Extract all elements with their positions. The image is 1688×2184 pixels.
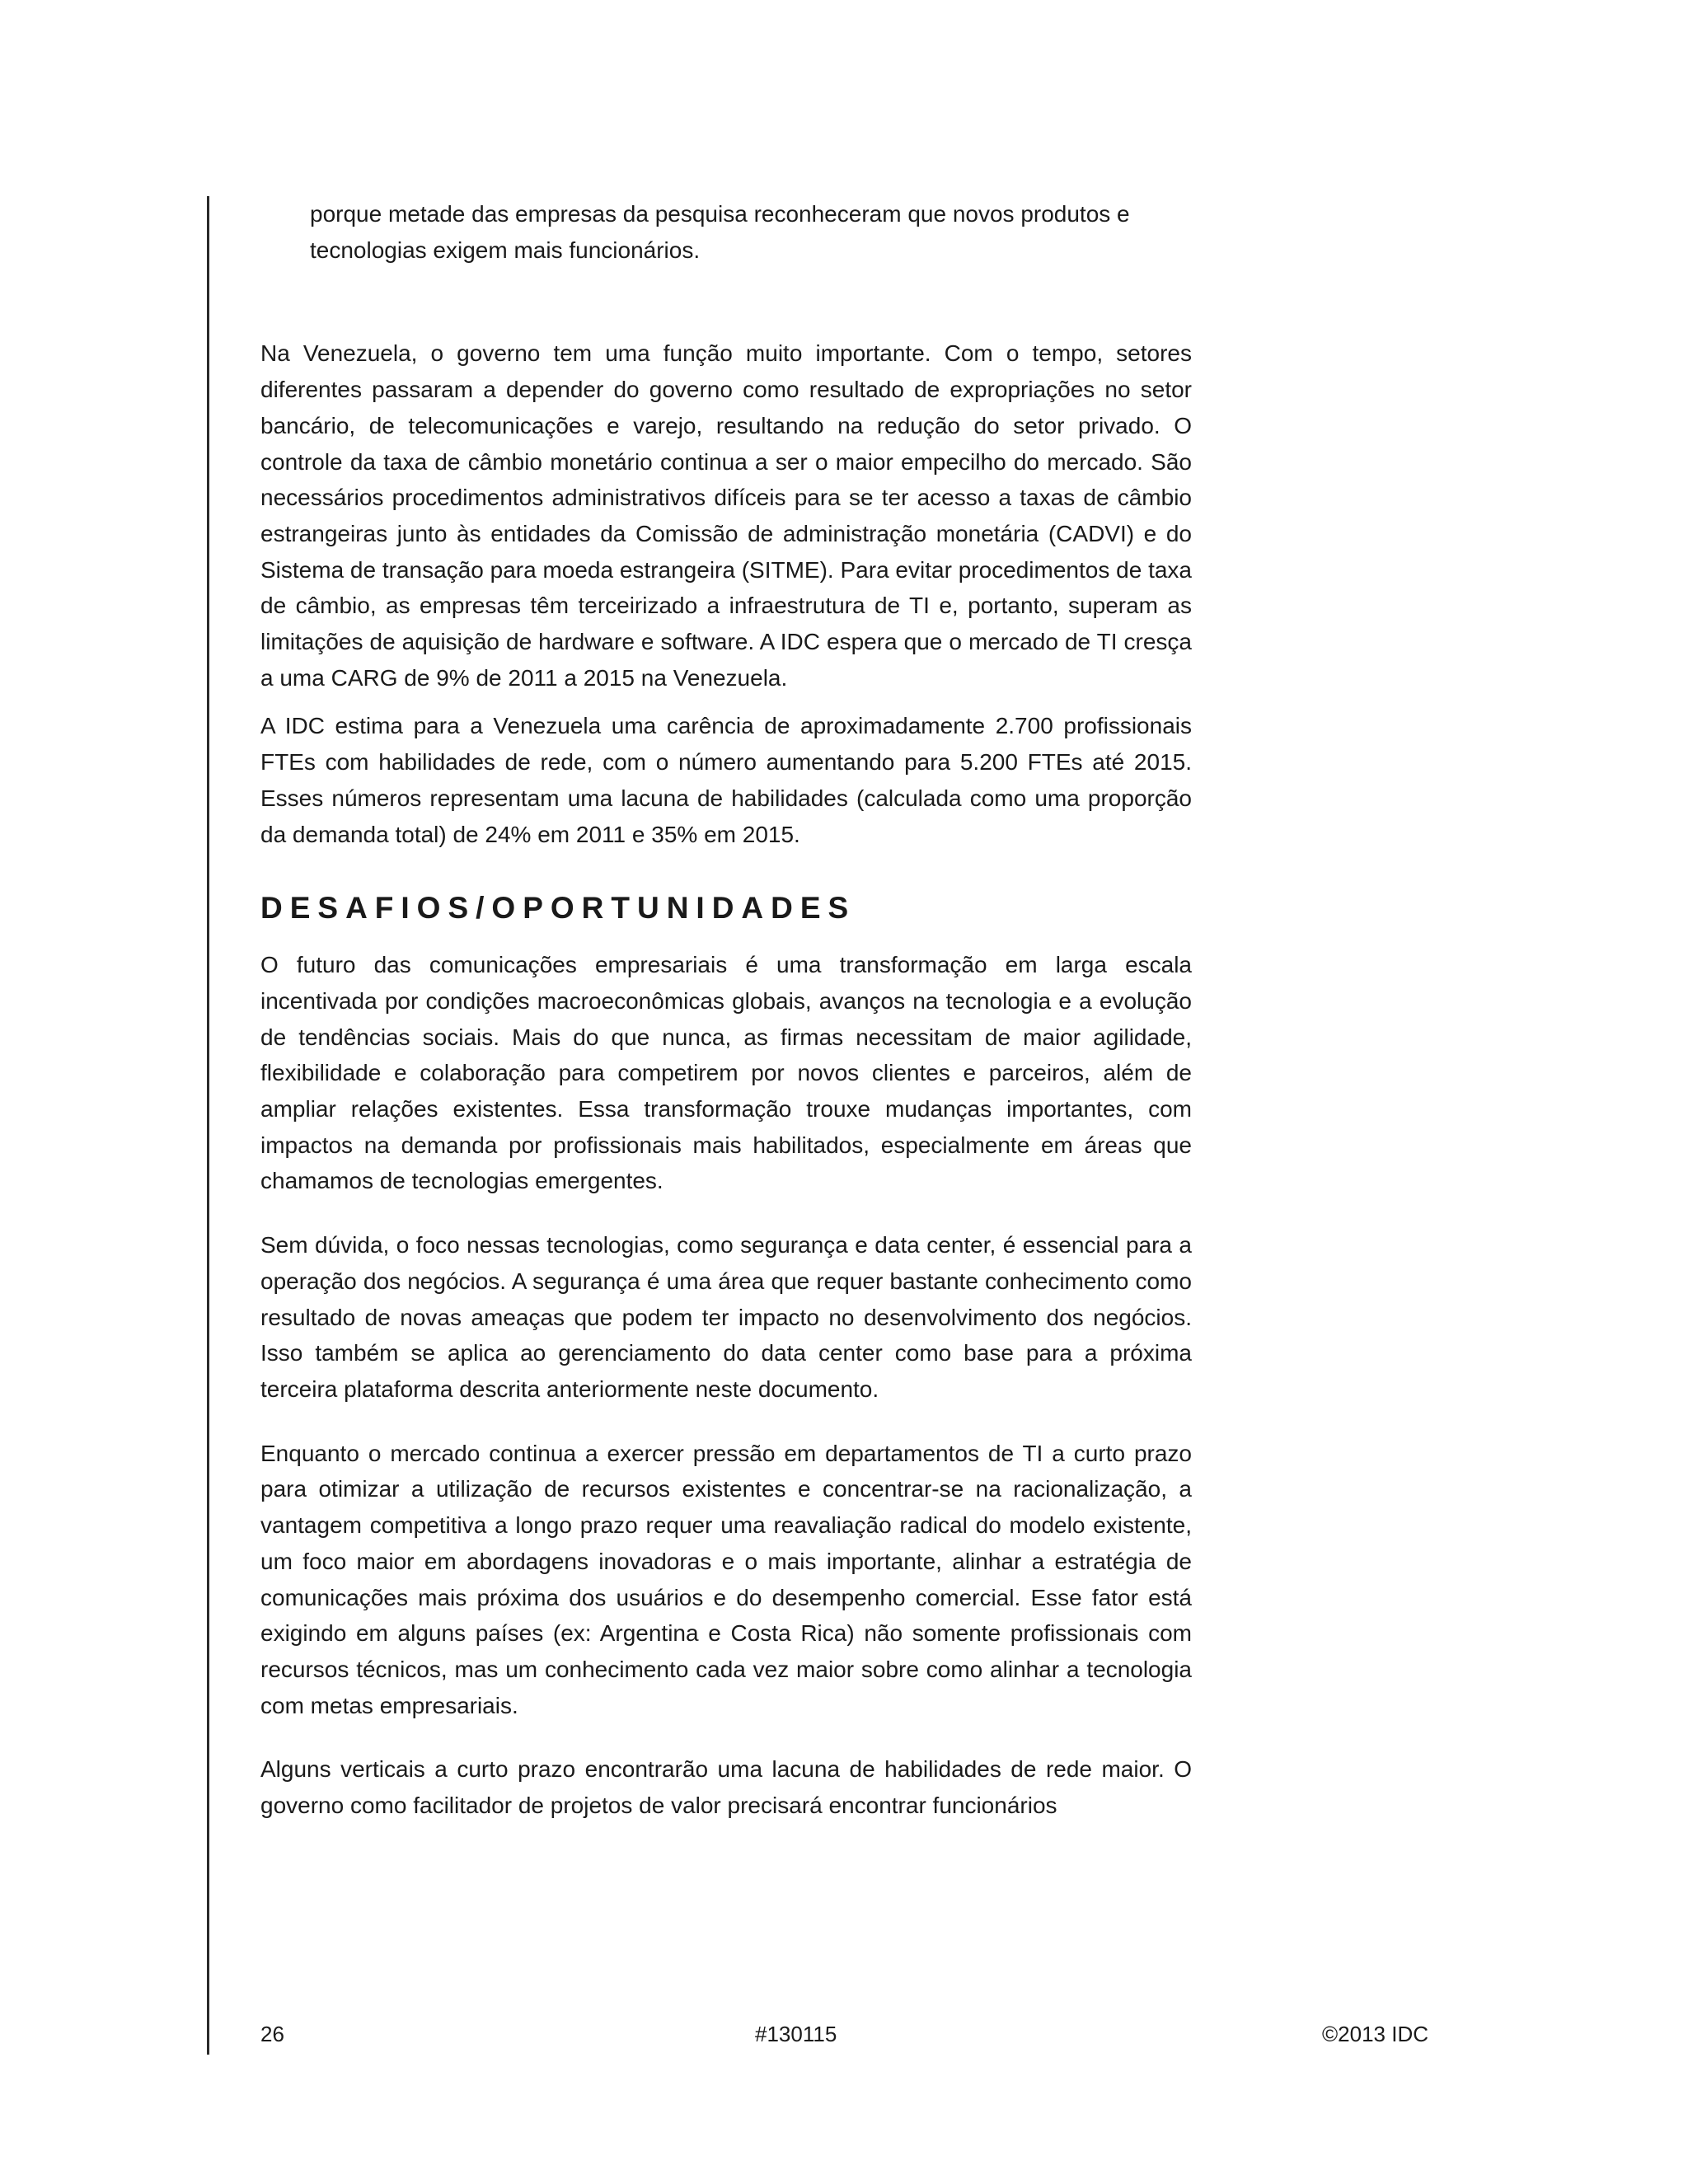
document-body [260,196,1192,1824]
copyright: ©2013 IDC [1322,2022,1428,2046]
paragraph-verticals: Alguns verticais a curto prazo encontrarão uma lacuna de habilidades de rede maior. O governo como facilitador de projetos de valor precisará encontrar funcionários [260,1756,1192,1819]
section-heading: DESAFIOS/OPORTUNIDADES [260,891,856,926]
document-id: #130115 [755,2022,837,2046]
page-number: 26 [260,2022,284,2046]
continuation-paragraph: porque metade das empresas da pesquisa reconheceram que novos produtos e tecnologias exigem mais funcionários. [310,201,1130,263]
paragraph-venezuela: Na Venezuela, o governo tem uma função muito importante. Com o tempo, setores diferentes passaram a depender do governo como resultado de expropriações no setor bancário, de telecomunicações e varejo, resultando na redução do setor privado. O controle da taxa de câmbio monetário continua a ser o maior empecilho do mercado. São necessários procedimentos administrativos difíceis para se ter acesso a taxas de câmbio estrangeiras junto às entidades da Comissão de administração monetária (CADVI) e do Sistema de transação para moeda estrangeira (SITME). Para evitar procedimentos de taxa de câmbio, as empresas têm terceirizado a infraestrutura de TI e, portanto, superam as limitações de aquisição de hardware e software. A IDC espera que o mercado de TI cresça a uma CARG de 9% de 2011 a 2015 na Venezuela. [260,340,1192,691]
left-margin-rule [207,196,209,2055]
paragraph-future-comms: O futuro das comunicações empresariais é uma transformação em larga escala incentivada por condições macroeconômicas globais, avanços na tecnologia e a evolução de tendências sociais. Mais do que nunca, as firmas necessitam de maior agilidade, flexibilidade e colaboração para competirem por novos clientes e parceiros, além de ampliar relações existentes. Essa transformação trouxe mudanças importantes, com impactos na demanda por profissionais mais habilitados, especialmente em áreas que chamamos de tecnologias emergentes. [260,952,1192,1194]
paragraph-security: Sem dúvida, o foco nessas tecnologias, como segurança e data center, é essencial para a operação dos negócios. A segurança é uma área que requer bastante conhecimento como resultado de novas ameaças que podem ter impacto no desenvolvimento dos negócios. Isso também se aplica ao gerenciamento do data center como base para a próxima terceira plataforma descrita anteriormente neste documento. [260,1232,1192,1402]
paragraph-skills-gap: A IDC estima para a Venezuela uma carência de aproximadamente 2.700 profissionais FTEs com habilidades de rede, com o número aumentando para 5.200 FTEs até 2015. Esses números representam uma lacuna de habilidades (calculada como uma proporção da demanda total) de 24% em 2011 e 35% em 2015. [260,713,1192,847]
paragraph-market-pressure: Enquanto o mercado continua a exercer pressão em departamentos de TI a curto prazo para otimizar a utilização de recursos existentes e concentrar-se na racionalização, a vantagem competitiva a longo prazo requer uma reavaliação radical do modelo existente, um foco maior em abordagens inovadoras e o mais importante, alinhar a estratégia de comunicações mais próxima dos usuários e do desempenho comercial. Esse fator está exigindo em alguns países (ex: Argentina e Costa Rica) não somente profissionais com recursos técnicos, mas um conhecimento cada vez maior sobre como alinhar a tecnologia com metas empresariais. [260,1440,1192,1718]
